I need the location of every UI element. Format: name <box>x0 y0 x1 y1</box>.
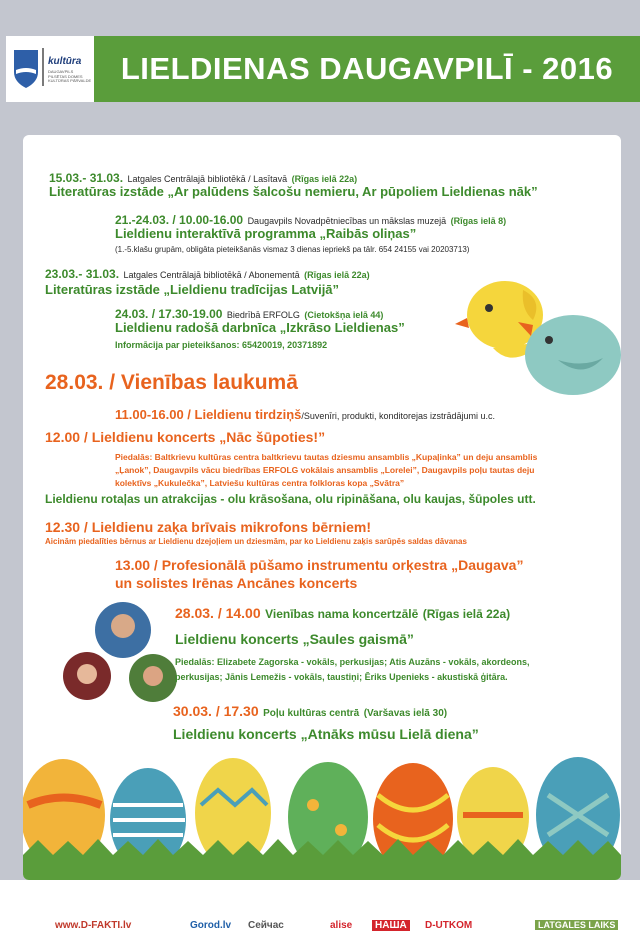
grass <box>23 855 621 880</box>
concert-date: 30.03. / 17.30 <box>173 703 259 719</box>
event-title: Literatūras izstāde „Lieldienu tradīcijas Latvijā” <box>45 282 340 297</box>
concert-venue: Poļu kultūras centrā <box>263 708 360 719</box>
sponsor-logo: Gorod.lv <box>190 920 232 931</box>
concert-line: 12.00 / Lieldienu koncerts „Nāc šūpoties!” <box>45 429 326 445</box>
concert-venue: Vienības nama koncertzālē <box>265 607 419 621</box>
sponsor-logo: alise <box>330 920 353 931</box>
fair-desc: /Suvenīri, produkti, konditorejas izstrādājumi u.c. <box>301 411 495 421</box>
event-note: (1.-5.klašu grupām, obligāta pieteikšanās vismaz 3 dienas iepriekš pa tālr. 654 24155 vai 20203713) <box>115 245 470 254</box>
participants-line-2: „Ļanok”, Daugavpils vācu biedrības ERFOLG vokālais ansamblis „Lorelei”, Daugavpils poļu tautas deju <box>115 465 535 475</box>
logo-text: kultūra <box>48 56 82 67</box>
event-note: Informācija par pieteikšanos: 65420019, 20371892 <box>115 340 328 350</box>
egg-icon <box>195 758 271 868</box>
mic-desc: Aicinām piedalīties bērnus ar Lieldienu dzejoļiem un dziesmām, par ko Lieldienu zaķis sarūpēs saldas dāvanas <box>45 537 467 546</box>
concert-title: Lieldienu koncerts „Atnāks mūsu Lielā diena” <box>173 726 479 742</box>
fair-time: 11.00-16.00 / Lieldienu tirdziņš <box>115 407 302 422</box>
event-title: Lieldienu interaktīvā programma „Raibās oliņas” <box>115 226 417 241</box>
games-line: Lieldienu rotaļas un atrakcijas - olu krāsošana, olu ripināšana, olu kaujas, šūpoles utt. <box>45 492 536 506</box>
concert-participants-1: Piedalās: Elizabete Zagorska - vokāls, perkusijas; Atis Auzāns - vokāls, akordeons, <box>175 657 530 667</box>
sponsor-logo: www.D-FAKTI.lv <box>55 920 132 931</box>
event-place: Latgales Centrālajā bibliotēkā / Lasītavā <box>127 174 288 184</box>
orchestra-line-1: 13.00 / Profesionālā pūšamo instrumentu orķestra „Daugava” <box>115 557 524 573</box>
concert-date: 28.03. / 14.00 <box>175 605 261 621</box>
performer-photos <box>63 600 183 715</box>
participants-line-1: Piedalās: Baltkrievu kultūras centra baltkrievu tautas dziesmu ansamblis „Kupaļinka” un deju ansamblis <box>115 452 538 462</box>
header <box>0 0 640 112</box>
participants-line-3: kolektīvs „Kukulečka”, Latviešu kultūras centra folkloras kopa „Svātra” <box>115 478 405 488</box>
content-panel <box>23 135 621 880</box>
concert-title: Lieldienu koncerts „Saules gaismā” <box>175 631 414 647</box>
event-date: 15.03.- 31.03. <box>49 171 124 185</box>
easter-eggs-illustration <box>23 735 621 880</box>
sponsor-logo: Сейчас <box>248 920 284 931</box>
event-title: Lieldienu radošā darbnīca „Izkrāso Lieldienas” <box>115 320 405 335</box>
event-place: Biedrībā ERFOLG <box>226 310 300 320</box>
sponsor-logo: D-UTKOM <box>425 920 473 931</box>
logo-subtext: DAUGAVPILS PILSĒTAS DOMES KULTŪRAS PĀRVALDE <box>48 69 92 84</box>
event-title: Literatūras izstāde „Ar palūdens šalcošu nemieru, Ar pūpoliem Lieldienas nāk” <box>49 184 538 199</box>
concert-address: (Varšavas ielā 30) <box>363 708 448 719</box>
event-date: 21.-24.03. / 10.00-16.00 <box>115 213 244 227</box>
event-address: (Rīgas ielā 22a) <box>304 270 370 280</box>
concert-b-line <box>173 703 447 721</box>
main-heading: 28.03. / Vienības laukumā <box>45 371 298 394</box>
title-bar <box>94 36 640 102</box>
fair-line <box>115 406 495 424</box>
birds-illustration <box>453 270 621 400</box>
event-place: Latgales Centrālajā bibliotēkā / Abonementā <box>123 270 300 280</box>
event-date: 23.03.- 31.03. <box>45 267 120 281</box>
event-address: (Rīgas ielā 22a) <box>291 174 358 184</box>
concert-participants-2: perkusijas; Jānis Lemežis - vokāls, taustiņi; Ēriks Upenieks - akustiskā ģitāra. <box>175 672 508 682</box>
event-place: Daugavpils Novadpētniecības un mākslas muzejā <box>247 216 447 226</box>
blue-bird-icon <box>525 315 621 395</box>
concert-address: (Rīgas ielā 22a) <box>422 607 511 621</box>
event-address: (Rīgas ielā 8) <box>450 216 507 226</box>
sponsor-bar <box>0 880 640 945</box>
page-title: LIELDIENAS DAUGAVPILĪ - 2016 <box>120 51 614 86</box>
event-3 <box>45 265 370 283</box>
sponsor-logo: LATGALES LAIKS <box>535 920 618 930</box>
sponsor-logo: НАША <box>372 920 410 931</box>
orchestra-line-2: un solistes Irēnas Ancānes koncerts <box>115 575 358 591</box>
event-address: (Cietokšņa ielā 44) <box>304 310 384 320</box>
event-date: 24.03. / 17.30-19.00 <box>115 307 223 321</box>
concert-a-line <box>175 605 510 623</box>
logo <box>6 36 94 102</box>
mic-line: 12.30 / Lieldienu zaķa brīvais mikrofons bērniem! <box>45 519 372 535</box>
